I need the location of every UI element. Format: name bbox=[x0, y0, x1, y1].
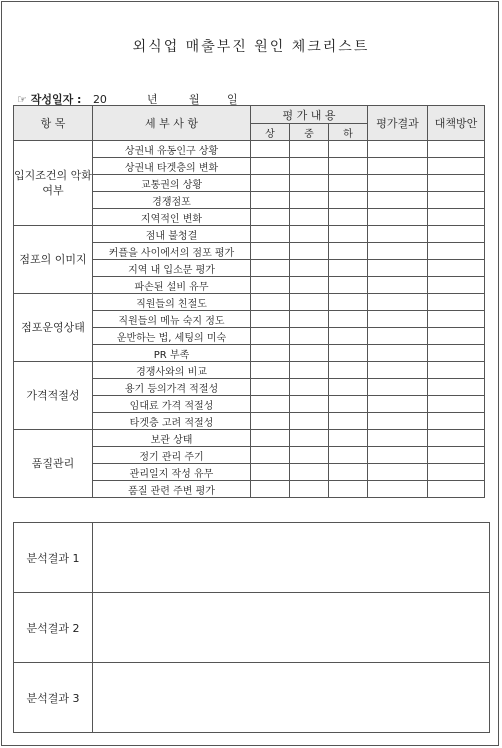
result-cell[interactable] bbox=[368, 379, 428, 396]
date-year-prefix: 20 bbox=[92, 93, 107, 106]
high-cell[interactable] bbox=[251, 226, 290, 243]
high-cell[interactable] bbox=[251, 464, 290, 481]
detail-cell: 점내 불청결 bbox=[93, 226, 251, 243]
plan-cell[interactable] bbox=[428, 260, 485, 277]
result-cell[interactable] bbox=[368, 311, 428, 328]
low-cell[interactable] bbox=[329, 328, 368, 345]
detail-cell: 임대료 가격 적절성 bbox=[93, 396, 251, 413]
header-mid: 중 bbox=[290, 124, 329, 141]
mid-cell[interactable] bbox=[290, 158, 329, 175]
plan-cell[interactable] bbox=[428, 362, 485, 379]
high-cell[interactable] bbox=[251, 260, 290, 277]
plan-cell[interactable] bbox=[428, 311, 485, 328]
mid-cell[interactable] bbox=[290, 311, 329, 328]
mid-cell[interactable] bbox=[290, 396, 329, 413]
date-year-unit: 년 bbox=[147, 93, 158, 106]
result-cell[interactable] bbox=[368, 175, 428, 192]
result-cell[interactable] bbox=[368, 192, 428, 209]
plan-cell[interactable] bbox=[428, 396, 485, 413]
result-cell[interactable] bbox=[368, 447, 428, 464]
low-cell[interactable] bbox=[329, 141, 368, 158]
result-cell[interactable] bbox=[368, 141, 428, 158]
high-cell[interactable] bbox=[251, 413, 290, 430]
detail-cell: 교통권의 상황 bbox=[93, 175, 251, 192]
detail-cell: 경쟁사와의 비교 bbox=[93, 362, 251, 379]
plan-cell[interactable] bbox=[428, 226, 485, 243]
mid-cell[interactable] bbox=[290, 260, 329, 277]
low-cell[interactable] bbox=[329, 158, 368, 175]
analysis-content[interactable] bbox=[93, 593, 490, 663]
table-row bbox=[14, 362, 485, 379]
low-cell[interactable] bbox=[329, 226, 368, 243]
high-cell[interactable] bbox=[251, 345, 290, 362]
mid-cell[interactable] bbox=[290, 277, 329, 294]
date-month-unit: 월 bbox=[189, 93, 200, 106]
low-cell[interactable] bbox=[329, 413, 368, 430]
low-cell[interactable] bbox=[329, 260, 368, 277]
mid-cell[interactable] bbox=[290, 328, 329, 345]
result-cell[interactable] bbox=[368, 226, 428, 243]
category-cell: 점포의 이미지 bbox=[14, 226, 93, 294]
category-cell: 가격적절성 bbox=[14, 362, 93, 430]
header-high: 상 bbox=[251, 124, 290, 141]
analysis-row bbox=[14, 593, 490, 663]
low-cell[interactable] bbox=[329, 294, 368, 311]
mid-cell[interactable] bbox=[290, 430, 329, 447]
plan-cell[interactable] bbox=[428, 192, 485, 209]
plan-cell[interactable] bbox=[428, 175, 485, 192]
result-cell[interactable] bbox=[368, 243, 428, 260]
detail-cell: 관리일지 작성 유무 bbox=[93, 464, 251, 481]
high-cell[interactable] bbox=[251, 396, 290, 413]
result-cell[interactable] bbox=[368, 396, 428, 413]
detail-cell: 보관 상태 bbox=[93, 430, 251, 447]
plan-cell[interactable] bbox=[428, 345, 485, 362]
analysis-row bbox=[14, 663, 490, 733]
result-cell[interactable] bbox=[368, 294, 428, 311]
detail-cell: 지역적인 변화 bbox=[93, 209, 251, 226]
mid-cell[interactable] bbox=[290, 209, 329, 226]
low-cell[interactable] bbox=[329, 345, 368, 362]
mid-cell[interactable] bbox=[290, 362, 329, 379]
low-cell[interactable] bbox=[329, 464, 368, 481]
result-cell[interactable] bbox=[368, 464, 428, 481]
high-cell[interactable] bbox=[251, 141, 290, 158]
plan-cell[interactable] bbox=[428, 447, 485, 464]
low-cell[interactable] bbox=[329, 175, 368, 192]
result-cell[interactable] bbox=[368, 158, 428, 175]
mid-cell[interactable] bbox=[290, 141, 329, 158]
header-eval: 평 가 내 용 bbox=[251, 106, 368, 124]
low-cell[interactable] bbox=[329, 481, 368, 498]
high-cell[interactable] bbox=[251, 277, 290, 294]
header-result: 평가결과 bbox=[368, 106, 428, 141]
category-cell: 입지조건의 악화여부 bbox=[14, 141, 93, 226]
high-cell[interactable] bbox=[251, 481, 290, 498]
high-cell[interactable] bbox=[251, 447, 290, 464]
low-cell[interactable] bbox=[329, 192, 368, 209]
high-cell[interactable] bbox=[251, 311, 290, 328]
detail-cell: 상권내 유동인구 상황 bbox=[93, 141, 251, 158]
result-cell[interactable] bbox=[368, 209, 428, 226]
low-cell[interactable] bbox=[329, 362, 368, 379]
plan-cell[interactable] bbox=[428, 158, 485, 175]
mid-cell[interactable] bbox=[290, 345, 329, 362]
low-cell[interactable] bbox=[329, 379, 368, 396]
plan-cell[interactable] bbox=[428, 379, 485, 396]
result-cell[interactable] bbox=[368, 260, 428, 277]
detail-cell: 운반하는 법, 세팅의 미숙 bbox=[93, 328, 251, 345]
header-detail: 세 부 사 항 bbox=[93, 106, 251, 141]
mid-cell[interactable] bbox=[290, 447, 329, 464]
result-cell[interactable] bbox=[368, 481, 428, 498]
result-cell[interactable] bbox=[368, 430, 428, 447]
analysis-label: 분석결과 3 bbox=[14, 663, 93, 733]
detail-cell: 용기 등의가격 적절성 bbox=[93, 379, 251, 396]
page-title: 외식업 매출부진 원인 체크리스트 bbox=[132, 39, 370, 55]
mid-cell[interactable] bbox=[290, 413, 329, 430]
detail-cell: 상권내 타겟층의 변화 bbox=[93, 158, 251, 175]
plan-cell[interactable] bbox=[428, 141, 485, 158]
result-cell[interactable] bbox=[368, 362, 428, 379]
low-cell[interactable] bbox=[329, 209, 368, 226]
table-row bbox=[14, 226, 485, 243]
plan-cell[interactable] bbox=[428, 277, 485, 294]
category-cell: 품질관리 bbox=[14, 430, 93, 498]
analysis-label: 분석결과 2 bbox=[14, 593, 93, 663]
analysis-table bbox=[13, 522, 490, 733]
checklist-table bbox=[13, 105, 485, 498]
mid-cell[interactable] bbox=[290, 464, 329, 481]
analysis-label: 분석결과 1 bbox=[14, 523, 93, 593]
result-cell[interactable] bbox=[368, 413, 428, 430]
result-cell[interactable] bbox=[368, 345, 428, 362]
low-cell[interactable] bbox=[329, 430, 368, 447]
detail-cell: 직원들의 메뉴 숙지 정도 bbox=[93, 311, 251, 328]
high-cell[interactable] bbox=[251, 243, 290, 260]
low-cell[interactable] bbox=[329, 277, 368, 294]
analysis-content[interactable] bbox=[93, 663, 490, 733]
detail-cell: 정기 관리 주기 bbox=[93, 447, 251, 464]
category-cell: 점포운영상태 bbox=[14, 294, 93, 362]
detail-cell: PR 부족 bbox=[93, 345, 251, 362]
low-cell[interactable] bbox=[329, 447, 368, 464]
high-cell[interactable] bbox=[251, 379, 290, 396]
analysis-row bbox=[14, 523, 490, 593]
high-cell[interactable] bbox=[251, 362, 290, 379]
low-cell[interactable] bbox=[329, 243, 368, 260]
analysis-content[interactable] bbox=[93, 523, 490, 593]
plan-cell[interactable] bbox=[428, 209, 485, 226]
detail-cell: 지역 내 입소문 평가 bbox=[93, 260, 251, 277]
date-label: ☞ 작성일자 : bbox=[17, 93, 82, 106]
plan-cell[interactable] bbox=[428, 243, 485, 260]
plan-cell[interactable] bbox=[428, 294, 485, 311]
high-cell[interactable] bbox=[251, 328, 290, 345]
high-cell[interactable] bbox=[251, 209, 290, 226]
low-cell[interactable] bbox=[329, 396, 368, 413]
low-cell[interactable] bbox=[329, 311, 368, 328]
mid-cell[interactable] bbox=[290, 192, 329, 209]
detail-cell: 직원들의 친절도 bbox=[93, 294, 251, 311]
plan-cell[interactable] bbox=[428, 328, 485, 345]
mid-cell[interactable] bbox=[290, 379, 329, 396]
high-cell[interactable] bbox=[251, 430, 290, 447]
plan-cell[interactable] bbox=[428, 413, 485, 430]
detail-cell: 경쟁점포 bbox=[93, 192, 251, 209]
result-cell[interactable] bbox=[368, 328, 428, 345]
detail-cell: 품질 관련 주변 평가 bbox=[93, 481, 251, 498]
header-low: 하 bbox=[329, 124, 368, 141]
table-row bbox=[14, 294, 485, 311]
detail-cell: 파손된 설비 유무 bbox=[93, 277, 251, 294]
mid-cell[interactable] bbox=[290, 294, 329, 311]
plan-cell[interactable] bbox=[428, 464, 485, 481]
header-plan: 대책방안 bbox=[428, 106, 485, 141]
plan-cell[interactable] bbox=[428, 430, 485, 447]
high-cell[interactable] bbox=[251, 158, 290, 175]
header-item: 항 목 bbox=[14, 106, 93, 141]
mid-cell[interactable] bbox=[290, 226, 329, 243]
high-cell[interactable] bbox=[251, 175, 290, 192]
detail-cell: 커플을 사이에서의 점포 평가 bbox=[93, 243, 251, 260]
table-row bbox=[14, 141, 485, 158]
result-cell[interactable] bbox=[368, 277, 428, 294]
high-cell[interactable] bbox=[251, 192, 290, 209]
high-cell[interactable] bbox=[251, 294, 290, 311]
mid-cell[interactable] bbox=[290, 481, 329, 498]
detail-cell: 타겟층 고려 적절성 bbox=[93, 413, 251, 430]
mid-cell[interactable] bbox=[290, 243, 329, 260]
mid-cell[interactable] bbox=[290, 175, 329, 192]
table-row bbox=[14, 430, 485, 447]
plan-cell[interactable] bbox=[428, 481, 485, 498]
date-day-unit: 일 bbox=[227, 93, 238, 106]
